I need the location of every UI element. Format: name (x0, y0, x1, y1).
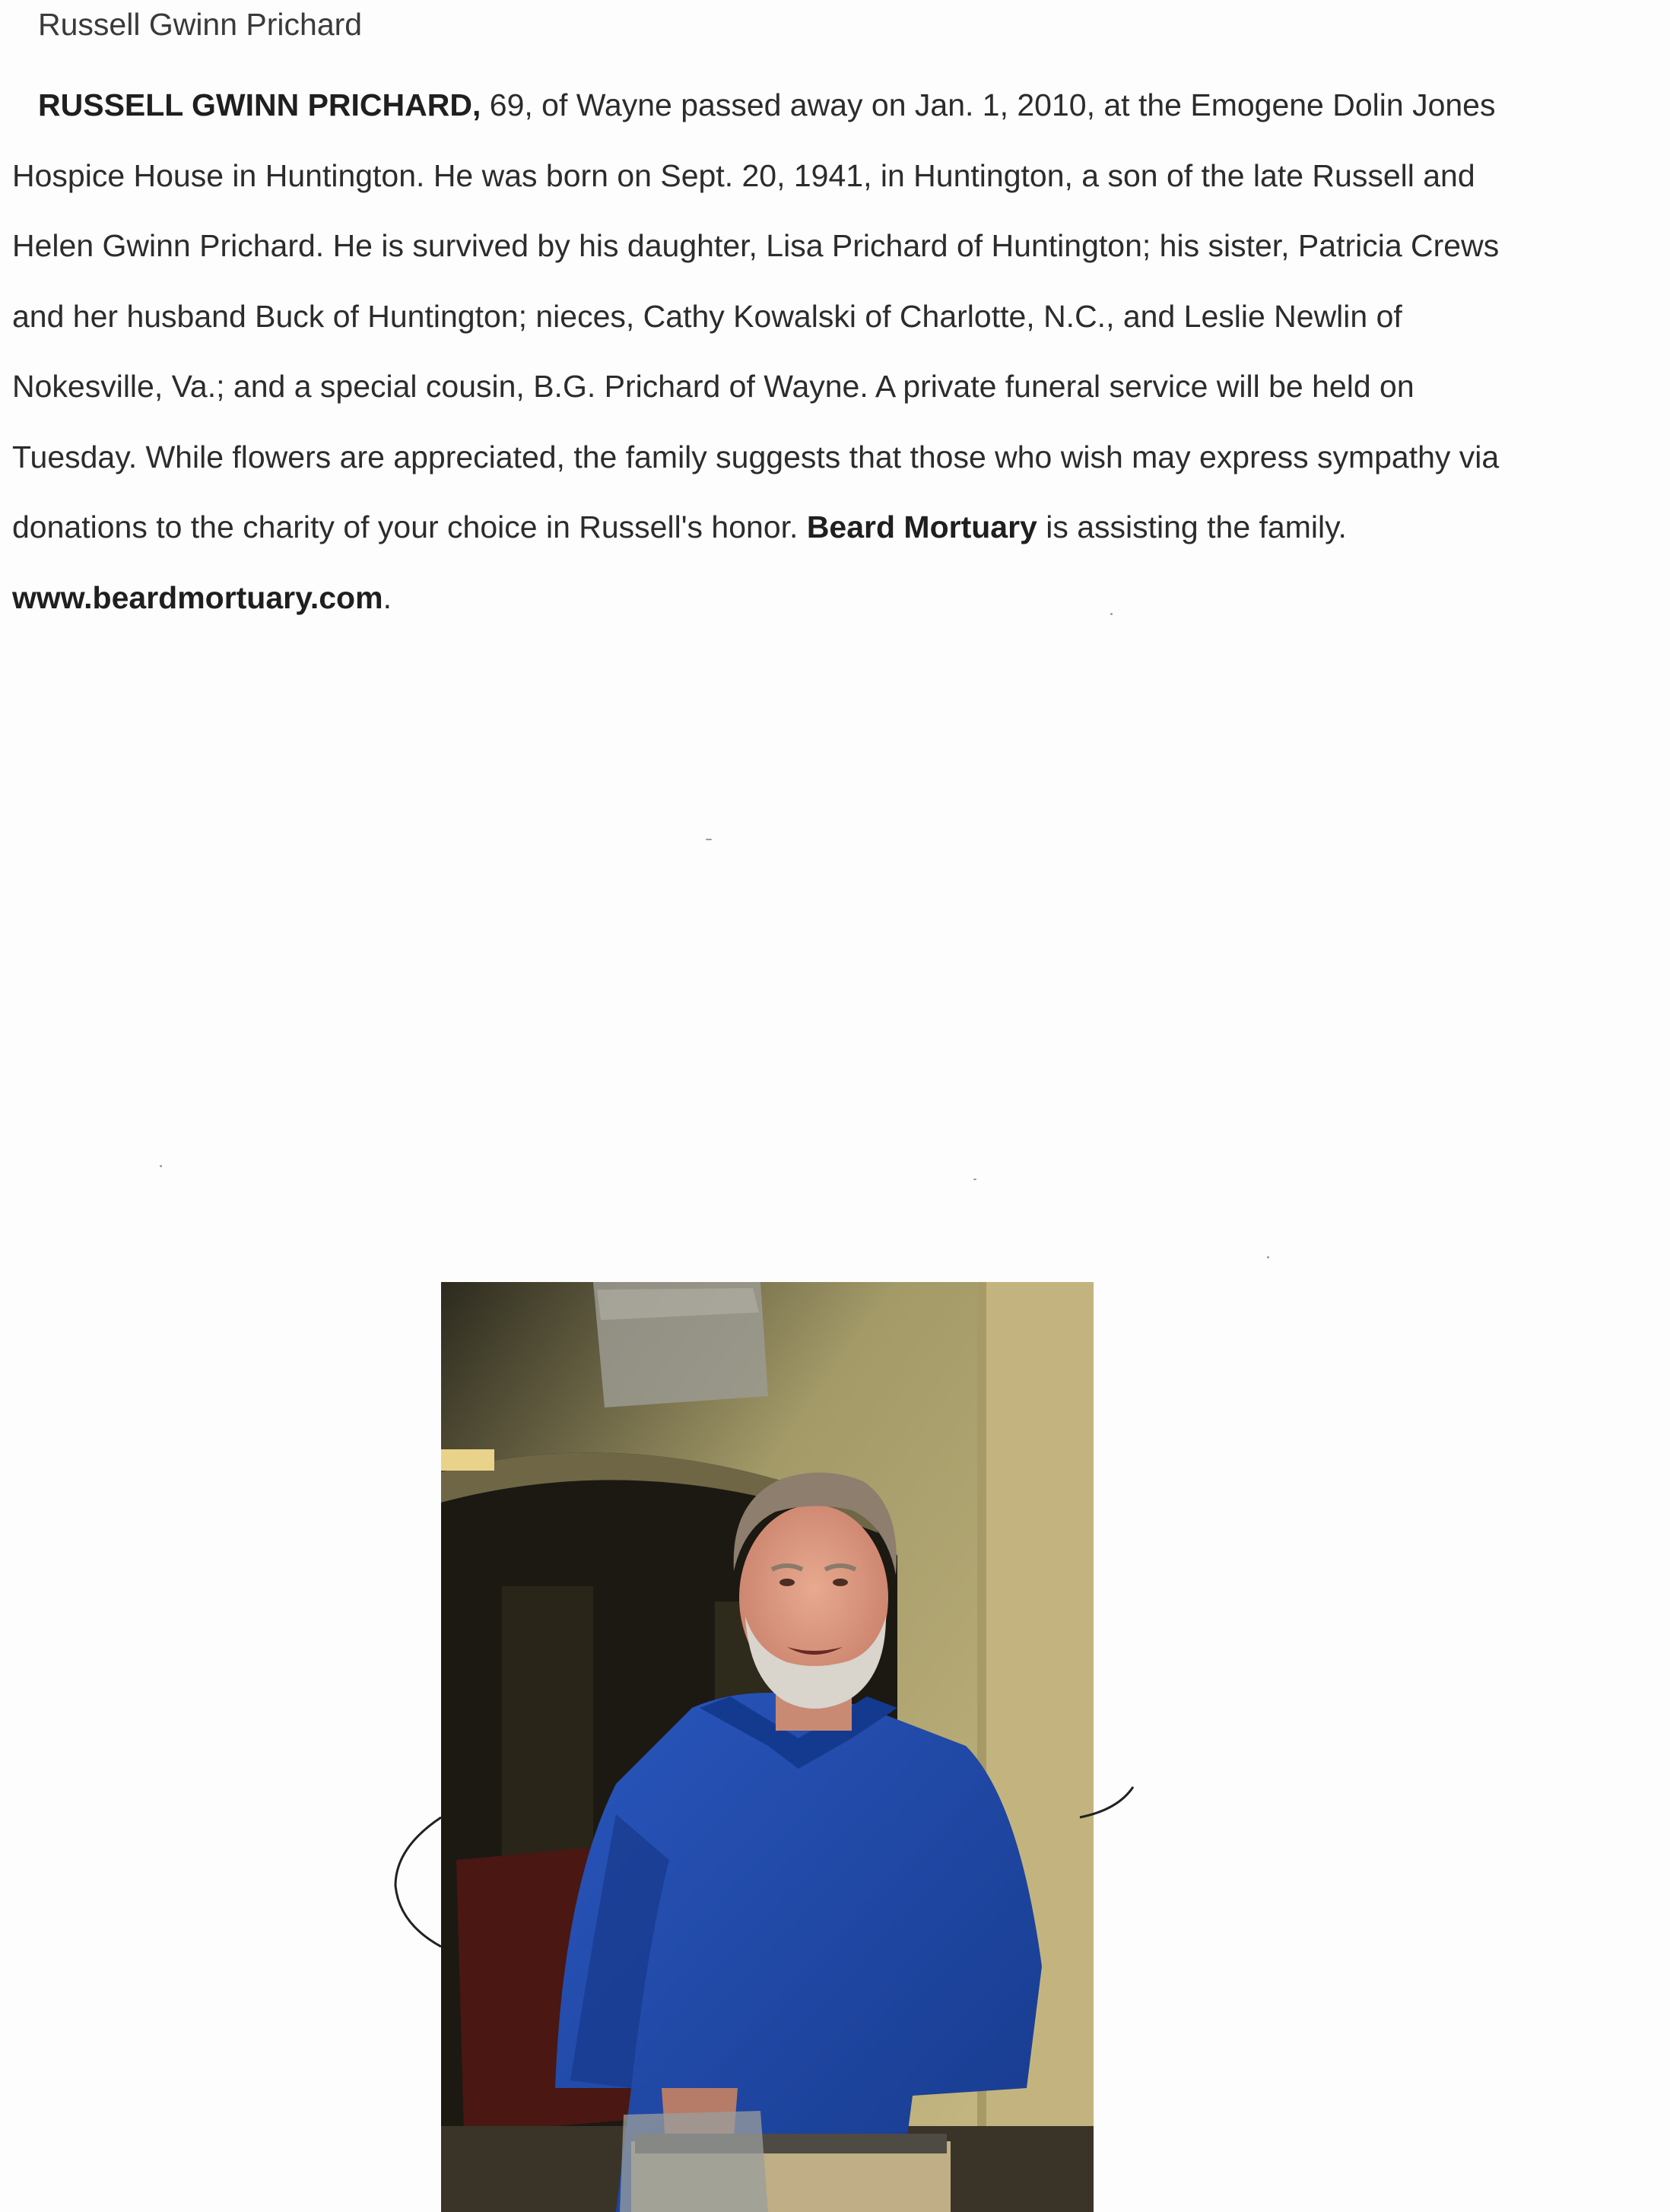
obituary-line: Nokesville, Va.; and a special cousin, B.G. Prichard of Wayne. A private funeral service will be held on (12, 369, 1414, 404)
mortuary-name: Beard Mortuary (806, 509, 1037, 544)
deceased-name: RUSSELL GWINN PRICHARD, (38, 87, 481, 122)
portrait-photo (441, 1282, 1094, 2212)
scan-speck (160, 1165, 162, 1167)
obituary-line: RUSSELL GWINN PRICHARD, 69, of Wayne passed away on Jan. 1, 2010, at the Emogene Dolin Jones (38, 87, 1496, 122)
obituary-line: donations to the charity of your choice in Russell's honor. Beard Mortuary is assisting the family. (12, 509, 1347, 544)
obituary-line: Hospice House in Huntington. He was born on Sept. 20, 1941, in Huntington, a son of the late Russell and (12, 157, 1475, 193)
obituary-line: www.beardmortuary.com. (12, 579, 392, 615)
obituary-line: Tuesday. While flowers are appreciated, the family suggests that those who wish may express sympathy via (12, 439, 1500, 474)
obituary-text (12, 70, 1662, 633)
scan-speck (706, 839, 712, 840)
page-title: Russell Gwinn Prichard (38, 7, 363, 42)
scan-speck (1267, 1256, 1269, 1258)
scan-speck (1110, 613, 1113, 615)
mortuary-website: www.beardmortuary.com (12, 579, 383, 615)
scan-speck (973, 1179, 976, 1180)
obituary-line: Helen Gwinn Prichard. He is survived by his daughter, Lisa Prichard of Huntington; his sister, Patricia Crews (12, 228, 1500, 263)
obituary-line: and her husband Buck of Huntington; nieces, Cathy Kowalski of Charlotte, N.C., and Leslie Newlin of (12, 298, 1402, 334)
